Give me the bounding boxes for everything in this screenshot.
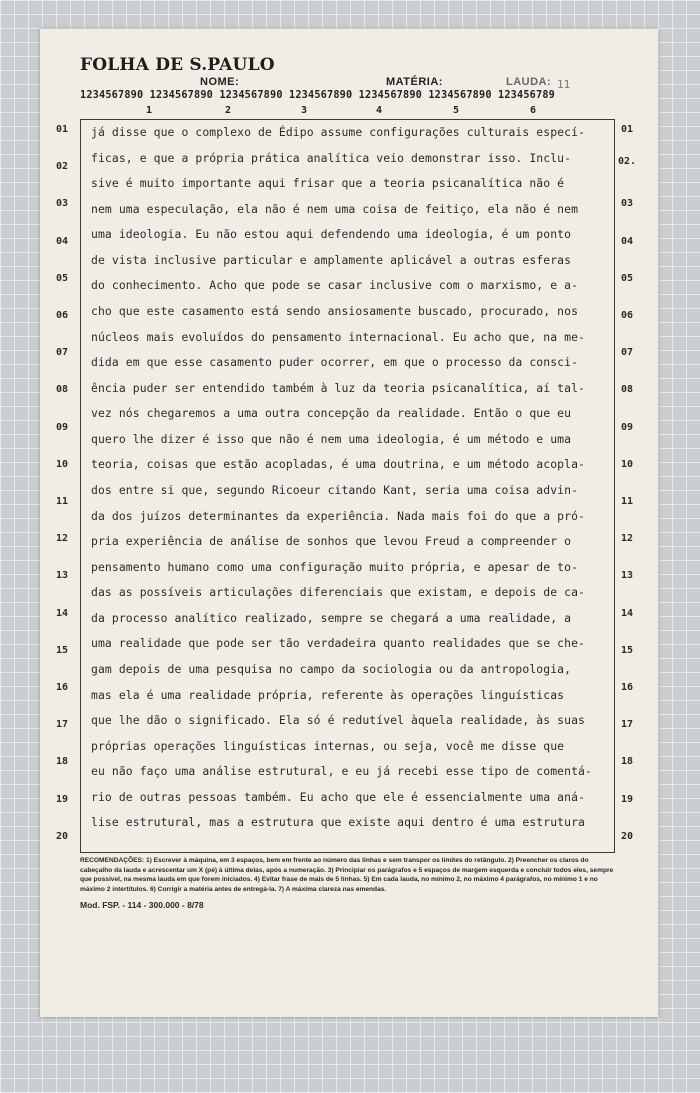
line-number-right: 10 — [620, 458, 634, 470]
typed-line: vez nós chegaremos a uma outra concepção da realidade. Então o que eu — [91, 406, 572, 421]
line-number-left: 19 — [55, 793, 69, 805]
typed-line: gam depois de uma pesquisa no campo da sociologia ou da antropologia, — [91, 662, 572, 676]
line-number-right: 20 — [620, 830, 634, 842]
ruler-mark: 3 — [301, 105, 308, 116]
typed-line: mas ela é uma realidade própria, referente às operações linguísticas — [91, 687, 565, 702]
form-code: Mod. FSP. - 114 - 300.000 - 8/78 — [80, 900, 204, 910]
line-number-left: 14 — [55, 607, 69, 619]
typed-line: da processo analítico realizado, sempre se chegará a uma realidade, a — [91, 610, 572, 625]
line-number-right: 18 — [620, 756, 634, 768]
line-number-left: 05 — [55, 272, 69, 284]
line-number-right: 06 — [620, 310, 634, 321]
line-number-left: 02 — [55, 161, 69, 173]
line-number-right: 15 — [620, 644, 634, 656]
line-number-right: 03 — [620, 198, 634, 210]
typed-line: cho que este casamento está sendo ansiosamente buscado, procurado, nos — [91, 304, 579, 318]
typed-line: nem uma especulação, ela não é nem uma coisa de feitiço, ela não é nem — [91, 201, 579, 216]
line-number-left: 04 — [55, 235, 69, 247]
line-number-left: 18 — [55, 756, 69, 768]
instructions-text: RECOMENDAÇÕES: 1) Escrever à máquina, em 3 espaços, bem em frente ao número das linhas e sem transpor os limites do retângulo. 2) Preencher os claros do cabeçalho da lauda e acrescentar um X (pé) à última delas, após a numeração. 3) Principiar os parágrafos e 5 espaços de margem esquerda e concluir todos eles, sempre que possível, na mesma lauda em que forem iniciados. 4) Evitar frase de mais de 5 linhas. 5) Em cada lauda, no mínimo 2, no máximo 4 parágrafos, no mínimo 1 e no máximo 2 intertítulos. 6) Corrigir a matéria antes de entregá-la. 7) A máxima clareza nas emendas. — [80, 857, 614, 893]
typed-line: eu não faço uma análise estrutural, e eu já recebi esse tipo de comentá- — [91, 764, 592, 779]
typed-line: pensamento humano como uma configuração muito própria, e apesar de to- — [91, 559, 579, 574]
line-number-left: 03 — [55, 198, 69, 210]
typed-line: lise estrutural, mas a estrutura que existe aqui dentro é uma estrutura — [91, 815, 585, 830]
typed-line: próprias operações linguísticas internas, ou seja, você me disse que — [91, 738, 565, 753]
typed-line: da dos juízos determinantes da experiência. Nada mais foi do que a pró- — [91, 508, 585, 523]
line-number-left: 10 — [55, 458, 69, 470]
typed-line: ência puder ser entendido também à luz da teoria psicanalítica, aí tal- — [91, 380, 585, 395]
typed-line: já disse que o complexo de Édipo assume configurações culturais especí- — [91, 125, 585, 139]
typed-line: uma realidade que pode ser tão verdadeira quanto realidades que se che- — [91, 636, 585, 651]
line-number-left: 01 — [55, 124, 69, 135]
typed-line: teoria, coisas que estão acopladas, é uma doutrina, e um método acopla- — [91, 457, 585, 472]
line-number-right: 13 — [620, 570, 634, 582]
typed-line: de vista inclusive particular e amplamente aplicável a outras esferas — [91, 252, 572, 267]
lauda-number: 11 — [557, 78, 571, 91]
typed-line: das as possíveis articulações diferenciais que existam, e depois de ca- — [91, 585, 585, 600]
typed-line: do conhecimento. Acho que pode se casar inclusive com o marxismo, e a- — [91, 278, 579, 293]
line-number-right: 01 — [620, 124, 634, 135]
ruler-mark: 2 — [225, 105, 232, 116]
line-number-right: 12 — [620, 533, 634, 545]
line-number-left: 15 — [55, 644, 69, 656]
line-number-right: 07 — [620, 347, 634, 359]
line-number-right: 09 — [620, 421, 634, 433]
line-number-left: 08 — [55, 384, 69, 396]
manuscript-sheet — [40, 29, 658, 1017]
line-number-right: 16 — [620, 682, 634, 693]
line-number-left: 11 — [55, 496, 69, 507]
line-number-left: 20 — [55, 830, 69, 842]
ruler-mark: 5 — [453, 105, 460, 116]
line-number-left: 06 — [55, 310, 69, 321]
typed-line: uma ideologia. Eu não estou aqui defendendo uma ideologia, é um ponto — [91, 227, 572, 242]
line-number-right: 02. — [617, 156, 637, 168]
line-number-right: 17 — [620, 719, 634, 731]
line-number-right: 19 — [620, 793, 634, 805]
typed-line: pria experiência de análise de sonhos que levou Freud a compreender o — [91, 534, 572, 549]
line-number-right: 04 — [620, 235, 634, 247]
typed-line: rio de outras pessoas também. Eu acho que ele é essencialmente uma aná- — [91, 789, 585, 804]
typed-line: núcleos mais evoluídos do pensamento internacional. Eu acho que, na me- — [91, 329, 585, 344]
typed-line: dida em que esse casamento puder ocorrer, em que o processo da consci- — [91, 355, 579, 370]
line-number-left: 13 — [55, 570, 69, 582]
line-number-left: 12 — [55, 533, 69, 545]
typed-line: quero lhe dizer é isso que não é nem uma ideologia, é um método e uma — [91, 431, 572, 446]
materia-label: MATÉRIA: — [386, 76, 443, 88]
line-number-right: 05 — [620, 272, 634, 284]
line-number-right: 14 — [620, 607, 634, 619]
ruler-mark: 4 — [376, 105, 383, 116]
nome-label: NOME: — [200, 76, 240, 88]
column-ruler: 1234567890 1234567890 1234567890 1234567890 1234567890 1234567890 123456789 — [80, 90, 556, 101]
typed-line: ficas, e que a própria prática analítica veio demonstrar isso. Inclu- — [91, 150, 572, 165]
line-number-right: 11 — [620, 496, 634, 507]
line-number-right: 08 — [620, 384, 634, 396]
ruler-mark: 6 — [530, 105, 537, 116]
line-number-left: 17 — [55, 719, 69, 731]
typed-line: dos entre si que, segundo Ricoeur citando Kant, seria uma coisa advin- — [91, 483, 579, 497]
line-number-left: 09 — [55, 421, 69, 433]
newspaper-brand: FOLHA DE S.PAULO — [80, 55, 275, 75]
ruler-mark: 1 — [146, 105, 153, 116]
line-number-left: 07 — [55, 347, 69, 359]
line-number-left: 16 — [55, 682, 69, 693]
typed-line: que lhe dão o significado. Ela só é redutível àquela realidade, às suas — [91, 713, 585, 728]
lauda-label: LAUDA: — [506, 76, 552, 88]
typed-line: sive é muito importante aqui frisar que a teoria psicanalítica não é — [91, 176, 565, 191]
